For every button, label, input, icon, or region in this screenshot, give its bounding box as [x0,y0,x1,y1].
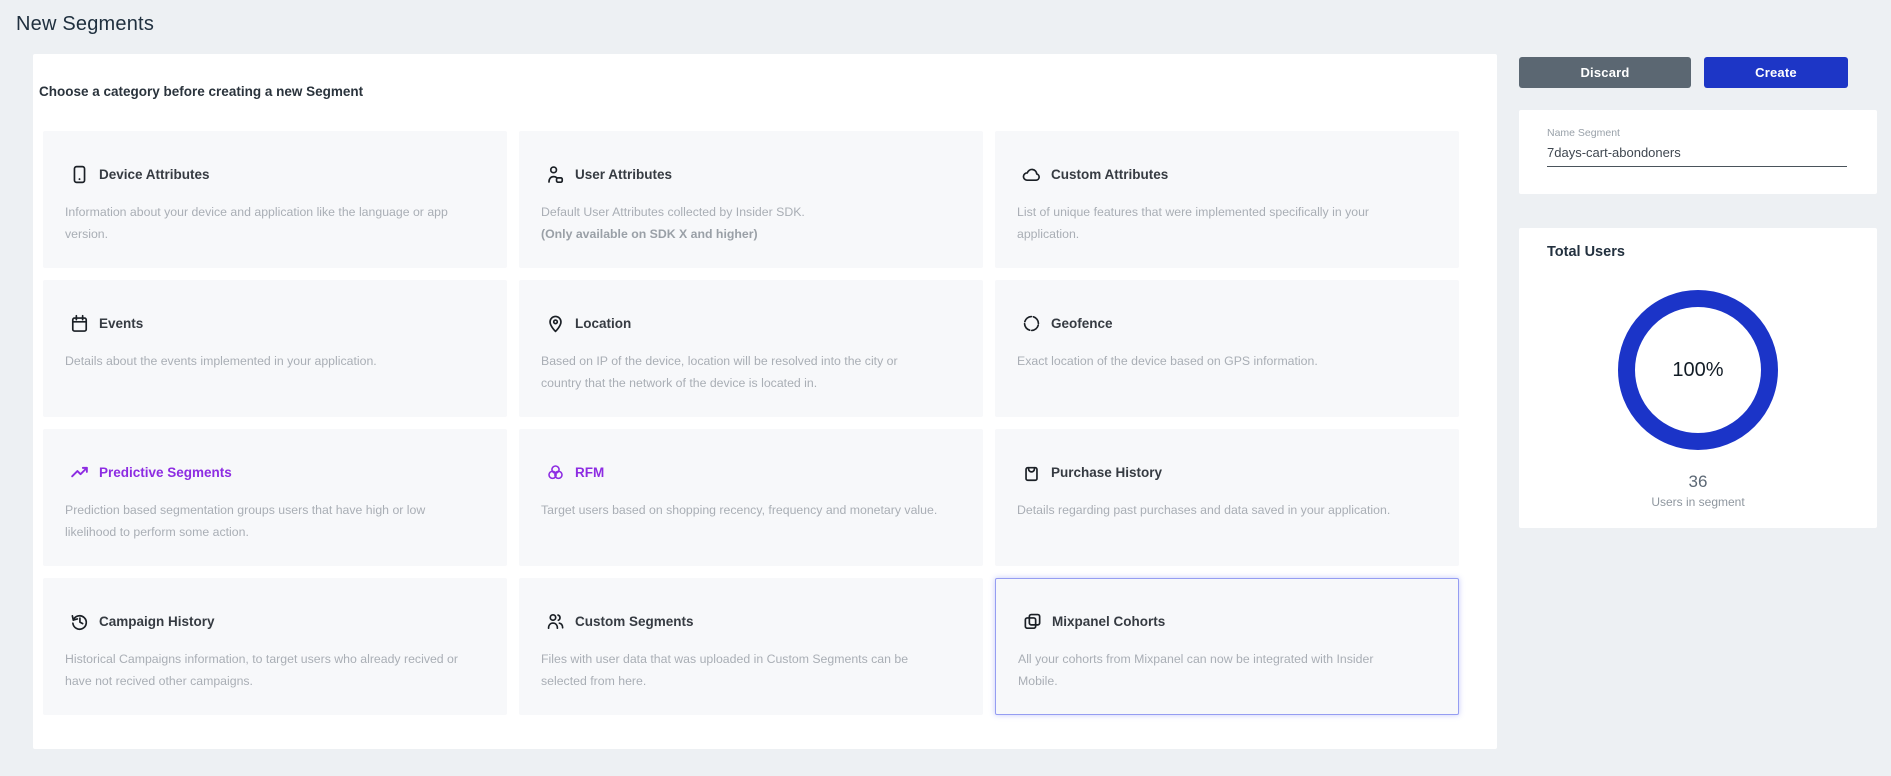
shopping-bag-icon [1021,462,1042,483]
category-header [69,610,465,632]
users-count: 36 [1688,472,1708,491]
users-group-icon [545,611,566,632]
category-title: Purchase History [1051,464,1163,480]
name-segment-input[interactable] [1547,143,1847,167]
calendar-icon [69,313,90,334]
category-description: Details about the events implemented in your application. [65,354,377,368]
category-description: List of unique features that were implemented specifically in your application. [1017,205,1370,242]
category-card-custom-attributes[interactable] [995,131,1459,268]
category-description: Historical Campaigns information, to target users who already recived or have not recived other campaigns. [65,652,458,689]
category-card-events[interactable] [43,280,507,417]
name-segment-card [1519,110,1877,194]
venn-icon [545,462,566,483]
cloud-icon [1021,164,1042,185]
category-title: Campaign History [99,613,215,629]
category-header [1022,610,1416,632]
geofence-icon [1021,313,1042,334]
category-card-user-attributes[interactable] [519,131,983,268]
category-card-purchase-history[interactable] [995,429,1459,566]
category-description: Exact location of the device based on GPS information. [1017,354,1318,368]
panel-subtitle: Choose a category before creating a new Segment [39,84,364,99]
category-header [69,461,465,483]
category-title: Mixpanel Cohorts [1052,613,1166,629]
category-header [69,163,465,185]
total-users-donut-chart [1618,290,1778,450]
category-header [545,312,941,334]
users-caption: Users in segment [1651,495,1745,509]
create-button[interactable]: Create [1704,57,1848,88]
category-description: Default User Attributes collected by Insider SDK. (Only available on SDK X and higher) [541,205,805,242]
category-description: All your cohorts from Mixpanel can now be integrated with Insider Mobile. [1018,652,1374,689]
category-title: User Attributes [575,166,673,182]
category-card-campaign-history[interactable] [43,578,507,715]
category-header [545,163,941,185]
category-header [545,461,941,483]
category-description: Target users based on shopping recency, frequency and monetary value. [541,503,938,517]
history-clock-icon [69,611,90,632]
category-description: Information about your device and application like the language or app version. [65,205,448,242]
category-panel [33,54,1497,749]
total-users-title: Total Users [1547,244,1625,260]
category-card-rfm[interactable] [519,429,983,566]
category-title: Custom Attributes [1051,166,1169,182]
map-pin-icon [545,313,566,334]
discard-button[interactable]: Discard [1519,57,1691,88]
category-title: Custom Segments [575,613,694,629]
category-title: Device Attributes [99,166,210,182]
category-header [69,312,465,334]
category-card-custom-segments[interactable] [519,578,983,715]
category-card-device-attributes[interactable] [43,131,507,268]
overlap-squares-icon [1022,611,1043,632]
category-description: Details regarding past purchases and data saved in your application. [1017,503,1391,517]
category-description: Files with user data that was uploaded in Custom Segments can be selected from here. [541,652,909,689]
category-card-mixpanel-cohorts[interactable] [995,578,1459,715]
category-description: Prediction based segmentation groups users that have high or low likelihood to perform some action. [65,503,426,540]
trend-up-icon [69,462,90,483]
donut-percent-label: 100% [1672,358,1724,381]
category-description: Based on IP of the device, location will be resolved into the city or country that the network of the device is located in. [541,354,898,391]
category-header [1021,461,1417,483]
page-title: New Segments [16,13,155,35]
category-title: Events [99,315,144,331]
category-card-geofence[interactable] [995,280,1459,417]
user-badge-icon [545,164,566,185]
device-icon [69,164,90,185]
category-title: Location [575,315,632,331]
category-header [545,610,941,632]
category-header [1021,163,1417,185]
category-title: RFM [575,464,605,480]
users-count-block [1519,472,1877,509]
total-users-card [1519,228,1877,528]
category-card-predictive-segments[interactable] [43,429,507,566]
category-title: Predictive Segments [99,464,232,480]
category-header [1021,312,1417,334]
name-segment-label: Name Segment [1547,127,1620,139]
category-title: Geofence [1051,315,1113,331]
category-grid [43,131,1459,715]
category-card-location[interactable] [519,280,983,417]
